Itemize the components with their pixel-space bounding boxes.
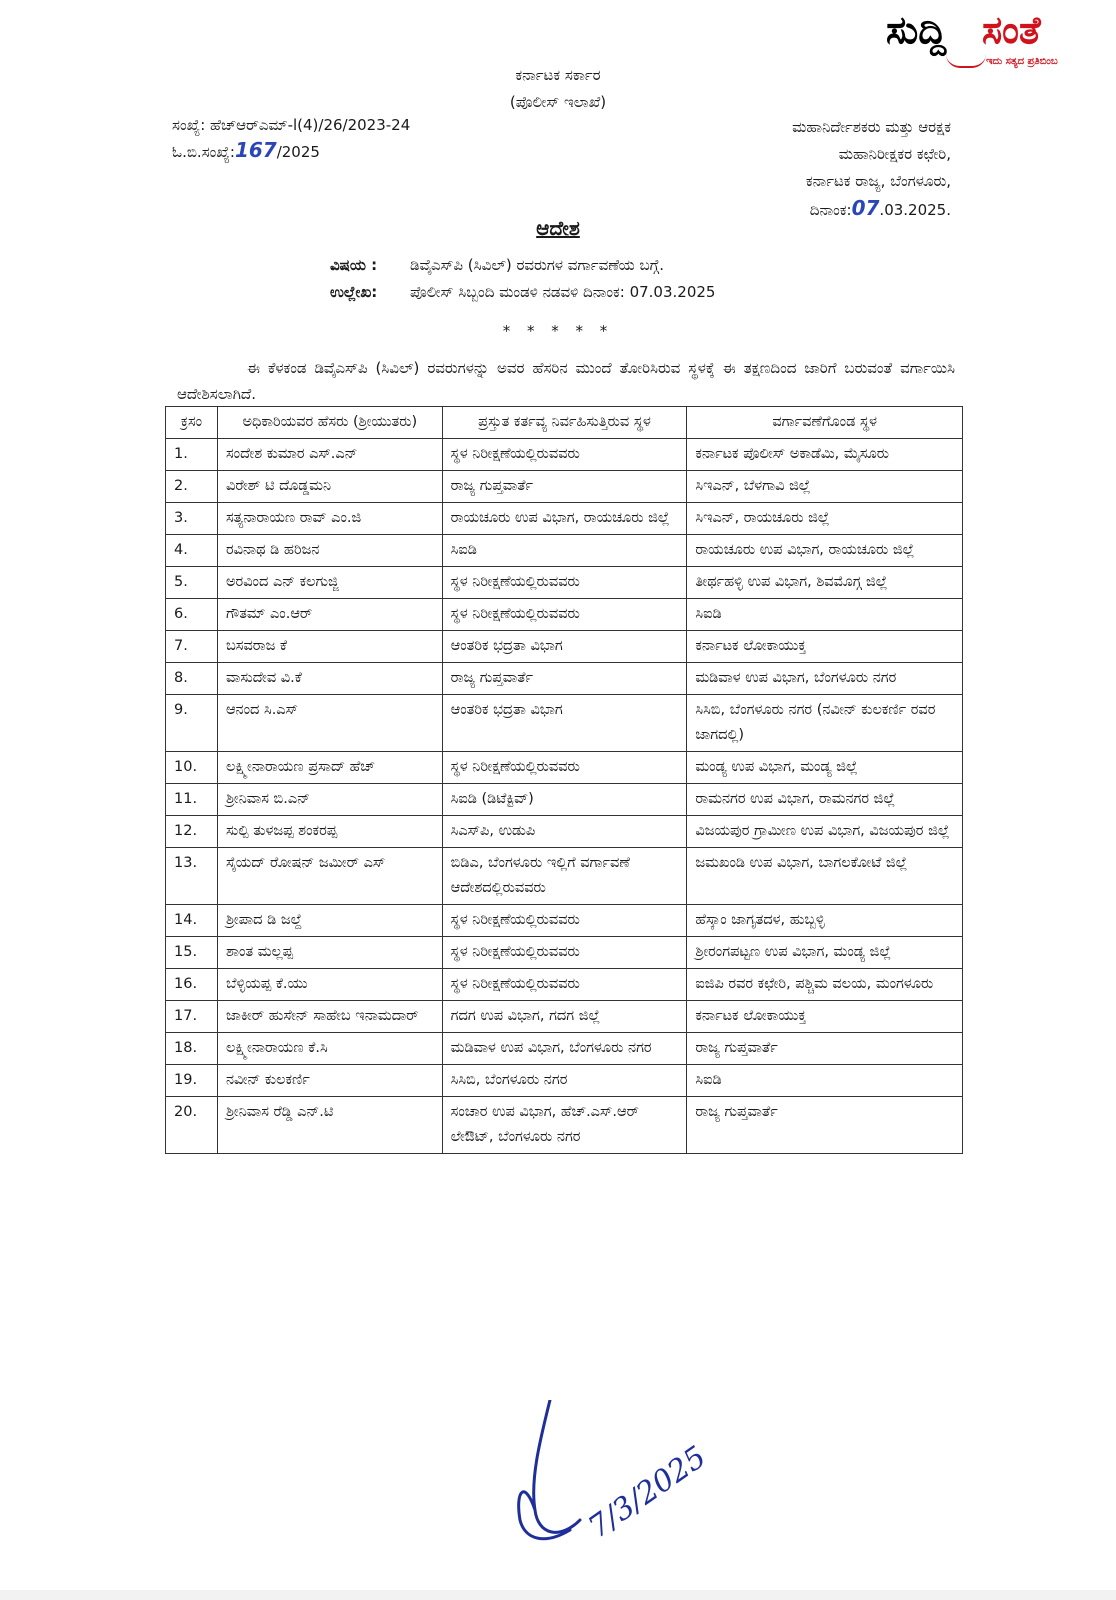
- serial-cell: 2.: [166, 471, 218, 503]
- department-heading: (ಪೊಲೀಸ್ ಇಲಾಖೆ): [509, 93, 607, 111]
- separator-stars: * * * * *: [502, 322, 614, 340]
- serial-cell: 4.: [166, 535, 218, 567]
- serial-cell: 20.: [166, 1097, 218, 1154]
- subject-line: [330, 256, 664, 274]
- officer-name-cell: ಸೈಯದ್ ರೋಷನ್ ಜಮೀರ್ ಎಸ್: [217, 848, 442, 905]
- current-post-cell: ರಾಯಚೂರು ಉಪ ವಿಭಾಗ, ರಾಯಚೂರು ಜಿಲ್ಲೆ: [442, 503, 687, 535]
- table-row: [166, 471, 963, 503]
- table-row: [166, 816, 963, 848]
- officer-name-cell: ಶಾಂತ ಮಲ್ಲಪ್ಪ: [217, 937, 442, 969]
- date-day-handwritten: 07: [851, 196, 880, 220]
- officer-name-cell: ಬೆಳ್ಳಿಯಪ್ಪ ಕೆ.ಯು: [217, 969, 442, 1001]
- current-post-cell: ಆಂತರಿಕ ಭದ್ರತಾ ವಿಭಾಗ: [442, 695, 687, 752]
- ob-number-line: [172, 138, 320, 162]
- table-row: [166, 631, 963, 663]
- table-row: [166, 599, 963, 631]
- transferred-to-cell: ಸಿಐಡಿ: [687, 599, 963, 631]
- transferred-to-cell: ಕರ್ನಾಟಕ ಲೋಕಾಯುಕ್ತ: [687, 631, 963, 663]
- reference-text: ಪೊಲೀಸ್ ಸಿಬ್ಬಂದಿ ಮಂಡಳಿ ನಡವಳಿ ದಿನಾಂಕ: 07.03.2025: [410, 283, 716, 301]
- table-header-row: [166, 407, 963, 439]
- current-post-cell: ಸಂಚಾರ ಉಪ ವಿಭಾಗ, ಹೆಚ್.ಎಸ್.ಆರ್ ಲೇಔಟ್, ಬೆಂಗಳೂರು ನಗರ: [442, 1097, 687, 1154]
- transferred-to-cell: ರಾಯಚೂರು ಉಪ ವಿಭಾಗ, ರಾಯಚೂರು ಜಿಲ್ಲೆ: [687, 535, 963, 567]
- current-post-cell: ಸಿಐಡಿ (ಡಿಟೆಕ್ಟಿವ್): [442, 784, 687, 816]
- transferred-to-cell: ಸಿಇಎನ್, ಬೆಳಗಾವಿ ಜಿಲ್ಲೆ: [687, 471, 963, 503]
- transferred-to-cell: ಸಿಐಡಿ: [687, 1065, 963, 1097]
- officer-name-cell: ಸಂದೇಶ ಕುಮಾರ ಎಸ್.ಎನ್: [217, 439, 442, 471]
- serial-cell: 10.: [166, 752, 218, 784]
- transferred-to-cell: ರಾಜ್ಯ ಗುಪ್ತವಾರ್ತೆ: [687, 1033, 963, 1065]
- serial-cell: 1.: [166, 439, 218, 471]
- header-serial: ಕ್ರಸಂ: [166, 407, 218, 439]
- table-row: [166, 1033, 963, 1065]
- page-bottom-edge: [0, 1590, 1116, 1600]
- office-line-2: ಮಹಾನಿರೀಕ್ಷಕರ ಕಛೇರಿ,: [838, 145, 951, 163]
- current-post-cell: ಸ್ಥಳ ನಿರೀಕ್ಷಣೆಯಲ್ಲಿರುವವರು: [442, 969, 687, 1001]
- officer-name-cell: ವಿರೇಶ್ ಟಿ ದೊಡ್ಡಮನಿ: [217, 471, 442, 503]
- current-post-cell: ಗದಗ ಉಪ ವಿಭಾಗ, ಗದಗ ಜಿಲ್ಲೆ: [442, 1001, 687, 1033]
- transferred-to-cell: ಶ್ರೀರಂಗಪಟ್ಟಣ ಉಪ ವಿಭಾಗ, ಮಂಡ್ಯ ಜಿಲ್ಲೆ: [687, 937, 963, 969]
- transferred-to-cell: ಜಮಖಂಡಿ ಉಪ ವಿಭಾಗ, ಬಾಗಲಕೋಟೆ ಜಿಲ್ಲೆ: [687, 848, 963, 905]
- serial-cell: 3.: [166, 503, 218, 535]
- current-post-cell: ಸಿಸಿಬಿ, ಬೆಂಗಳೂರು ನಗರ: [442, 1065, 687, 1097]
- current-post-cell: ಮಡಿವಾಳ ಉಪ ವಿಭಾಗ, ಬೆಂಗಳೂರು ನಗರ: [442, 1033, 687, 1065]
- officer-name-cell: ಲಕ್ಷ್ಮೀನಾರಾಯಣ ಪ್ರಸಾದ್ ಹೆಚ್: [217, 752, 442, 784]
- serial-cell: 14.: [166, 905, 218, 937]
- officer-name-cell: ಅರವಿಂದ ಎನ್ ಕಲಗುಜ್ಜಿ: [217, 567, 442, 599]
- current-post-cell: ರಾಜ್ಯ ಗುಪ್ತವಾರ್ತೆ: [442, 663, 687, 695]
- serial-cell: 15.: [166, 937, 218, 969]
- govt-heading: ಕರ್ನಾಟಕ ಸರ್ಕಾರ: [515, 66, 601, 84]
- current-post-cell: ಸ್ಥಳ ನಿರೀಕ್ಷಣೆಯಲ್ಲಿರುವವರು: [442, 599, 687, 631]
- table-row: [166, 695, 963, 752]
- header-officer-name: ಅಧಿಕಾರಿಯವರ ಹೆಸರು (ಶ್ರೀಯುತರು): [217, 407, 442, 439]
- officer-name-cell: ವಾಸುದೇವ ವಿ.ಕೆ: [217, 663, 442, 695]
- current-post-cell: ಸ್ಥಳ ನಿರೀಕ್ಷಣೆಯಲ್ಲಿರುವವರು: [442, 937, 687, 969]
- header-current-post: ಪ್ರಸ್ತುತ ಕರ್ತವ್ಯ ನಿರ್ವಹಿಸುತ್ತಿರುವ ಸ್ಥಳ: [442, 407, 687, 439]
- transfer-table: [165, 406, 963, 1154]
- ob-suffix: /2025: [276, 143, 320, 161]
- table-row: [166, 752, 963, 784]
- serial-cell: 9.: [166, 695, 218, 752]
- table-row: [166, 439, 963, 471]
- serial-cell: 18.: [166, 1033, 218, 1065]
- table-row: [166, 848, 963, 905]
- office-address: [792, 114, 951, 224]
- transferred-to-cell: ತೀರ್ಥಹಳ್ಳಿ ಉಪ ವಿಭಾಗ, ಶಿವಮೊಗ್ಗ ಜಿಲ್ಲೆ: [687, 567, 963, 599]
- transferred-to-cell: ಕರ್ನಾಟಕ ಪೊಲೀಸ್ ಅಕಾಡೆಮಿ, ಮೈಸೂರು: [687, 439, 963, 471]
- serial-cell: 6.: [166, 599, 218, 631]
- serial-cell: 8.: [166, 663, 218, 695]
- order-title: ಆದೇಶ: [536, 216, 580, 240]
- transferred-to-cell: ವಿಜಯಪುರ ಗ್ರಾಮೀಣ ಉಪ ವಿಭಾಗ, ವಿಜಯಪುರ ಜಿಲ್ಲೆ: [687, 816, 963, 848]
- header-transferred-to: ವರ್ಗಾವಣೆಗೊಂಡ ಸ್ಥಳ: [687, 407, 963, 439]
- table-row: [166, 969, 963, 1001]
- serial-cell: 7.: [166, 631, 218, 663]
- transferred-to-cell: ಮಡಿವಾಳ ಉಪ ವಿಭಾಗ, ಬೆಂಗಳೂರು ನಗರ: [687, 663, 963, 695]
- serial-cell: 16.: [166, 969, 218, 1001]
- order-paragraph: ಈ ಕೆಳಕಂಡ ಡಿವೈಎಸ್‌ಪಿ (ಸಿವಿಲ್) ರವರುಗಳನ್ನು ಅವರ ಹೆಸರಿನ ಮುಂದೆ ತೋರಿಸಿರುವ ಸ್ಥಳಕ್ಕೆ ಈ ತಕ್ಷಣದಿಂದ ಜಾರಿಗೆ ಬರುವಂತೆ ವರ್ಗಾಯಿಸಿ ಆದೇಶಿಸಲಾಗಿದೆ.: [177, 359, 955, 403]
- current-post-cell: ಬಿಡಿಎ, ಬೆಂಗಳೂರು ಇಲ್ಲಿಗೆ ವರ್ಗಾವಣೆ ಆದೇಶದಲ್ಲಿರುವವರು: [442, 848, 687, 905]
- transferred-to-cell: ಕರ್ನಾಟಕ ಲೋಕಾಯುಕ್ತ: [687, 1001, 963, 1033]
- office-line-1: ಮಹಾನಿರ್ದೇಶಕರು ಮತ್ತು ಆರಕ್ಷಕ: [792, 118, 951, 136]
- table-row: [166, 1065, 963, 1097]
- ob-number-handwritten: 167: [234, 138, 277, 162]
- officer-name-cell: ಸತ್ಯನಾರಾಯಣ ರಾವ್ ಎಂ.ಜಿ: [217, 503, 442, 535]
- transferred-to-cell: ಮಂಡ್ಯ ಉಪ ವಿಭಾಗ, ಮಂಡ್ಯ ಜಿಲ್ಲೆ: [687, 752, 963, 784]
- serial-cell: 5.: [166, 567, 218, 599]
- table-row: [166, 784, 963, 816]
- reference-line: [330, 283, 715, 301]
- table-row: [166, 503, 963, 535]
- reference-number: ಸಂಖ್ಯೆ: ಹೆಚ್‌ಆರ್‌ಎಮ್‌-l(4)/26/2023-24: [172, 116, 411, 134]
- reference-label: ಉಲ್ಲೇಖ:: [330, 283, 378, 301]
- sudhi-sante-logo: [886, 8, 1086, 68]
- current-post-cell: ರಾಜ್ಯ ಗುಪ್ತವಾರ್ತೆ: [442, 471, 687, 503]
- officer-name-cell: ರವಿನಾಥ ಡಿ ಹರಿಜನ: [217, 535, 442, 567]
- logo-text-part2: ಸಂತೆ: [982, 8, 1041, 52]
- serial-cell: 11.: [166, 784, 218, 816]
- logo-text-part1: ಸುದ್ದಿ: [886, 8, 947, 52]
- officer-name-cell: ಆನಂದ ಸಿ.ಎಸ್: [217, 695, 442, 752]
- table-row: [166, 663, 963, 695]
- officer-name-cell: ಶ್ರೀನಿವಾಸ ಬಿ.ಎನ್: [217, 784, 442, 816]
- transferred-to-cell: ಸಿಸಿಬಿ, ಬೆಂಗಳೂರು ನಗರ (ನವೀನ್ ಕುಲಕರ್ಣಿ ರವರ ಜಾಗದಲ್ಲಿ): [687, 695, 963, 752]
- current-post-cell: ಸಿಐಡಿ: [442, 535, 687, 567]
- logo-tagline: ಇದು ಸತ್ಯದ ಪ್ರತಿಬಿಂಬ: [986, 56, 1058, 67]
- signature-date: 7/3/2025: [582, 1439, 713, 1546]
- table-row: [166, 535, 963, 567]
- transferred-to-cell: ಐಜಿಪಿ ರವರ ಕಛೇರಿ, ಪಶ್ಚಿಮ ವಲಯ, ಮಂಗಳೂರು: [687, 969, 963, 1001]
- table-row: [166, 1097, 963, 1154]
- current-post-cell: ಆಂತರಿಕ ಭದ್ರತಾ ವಿಭಾಗ: [442, 631, 687, 663]
- serial-cell: 17.: [166, 1001, 218, 1033]
- current-post-cell: ಸ್ಥಳ ನಿರೀಕ್ಷಣೆಯಲ್ಲಿರುವವರು: [442, 752, 687, 784]
- current-post-cell: ಸಿಎಸ್‌ಪಿ, ಉಡುಪಿ: [442, 816, 687, 848]
- officer-name-cell: ಗೌತಮ್ ಎಂ.ಆರ್: [217, 599, 442, 631]
- serial-cell: 12.: [166, 816, 218, 848]
- current-post-cell: ಸ್ಥಳ ನಿರೀಕ್ಷಣೆಯಲ್ಲಿರುವವರು: [442, 439, 687, 471]
- current-post-cell: ಸ್ಥಳ ನಿರೀಕ್ಷಣೆಯಲ್ಲಿರುವವರು: [442, 567, 687, 599]
- subject-label: ವಿಷಯ :: [330, 256, 378, 274]
- transferred-to-cell: ರಾಮನಗರ ಉಪ ವಿಭಾಗ, ರಾಮನಗರ ಜಿಲ್ಲೆ: [687, 784, 963, 816]
- ob-prefix: ಓ.ಬಿ.ಸಂಖ್ಯೆ:: [172, 143, 235, 161]
- serial-cell: 19.: [166, 1065, 218, 1097]
- transferred-to-cell: ಸಿಇಎನ್, ರಾಯಚೂರು ಜಿಲ್ಲೆ: [687, 503, 963, 535]
- officer-name-cell: ಶ್ರೀಪಾದ ಡಿ ಜಲ್ದೆ: [217, 905, 442, 937]
- subject-text: ಡಿವೈಎಸ್‌ಪಿ (ಸಿವಿಲ್) ರವರುಗಳ ವರ್ಗಾವಣೆಯ ಬಗ್ಗೆ.: [410, 256, 664, 274]
- current-post-cell: ಸ್ಥಳ ನಿರೀಕ್ಷಣೆಯಲ್ಲಿರುವವರು: [442, 905, 687, 937]
- officer-name-cell: ಶ್ರೀನಿವಾಸ ರೆಡ್ಡಿ ಎನ್.ಟಿ: [217, 1097, 442, 1154]
- officer-name-cell: ಜಾಕೀರ್ ಹುಸೇನ್ ಸಾಹೇಬ ಇನಾಮದಾರ್: [217, 1001, 442, 1033]
- officer-name-cell: ಬಸವರಾಜ ಕೆ: [217, 631, 442, 663]
- transferred-to-cell: ರಾಜ್ಯ ಗುಪ್ತವಾರ್ತೆ: [687, 1097, 963, 1154]
- transferred-to-cell: ಹೆಸ್ಕಾಂ ಜಾಗೃತದಳ, ಹುಬ್ಬಳ್ಳಿ: [687, 905, 963, 937]
- officer-name-cell: ಲಕ್ಷ್ಮೀನಾರಾಯಣ ಕೆ.ಸಿ: [217, 1033, 442, 1065]
- table-row: [166, 905, 963, 937]
- officer-name-cell: ಸುಲ್ಪಿ ತುಳಜಪ್ಪ ಶಂಕರಪ್ಪ: [217, 816, 442, 848]
- table-row: [166, 937, 963, 969]
- serial-cell: 13.: [166, 848, 218, 905]
- table-row: [166, 1001, 963, 1033]
- order-date: ದಿನಾಂಕ:07.03.2025.: [809, 196, 951, 220]
- office-line-3: ಕರ್ನಾಟಕ ರಾಜ್ಯ, ಬೆಂಗಳೂರು,: [805, 172, 951, 190]
- table-row: [166, 567, 963, 599]
- officer-name-cell: ನವೀನ್ ಕುಲಕರ್ಣಿ: [217, 1065, 442, 1097]
